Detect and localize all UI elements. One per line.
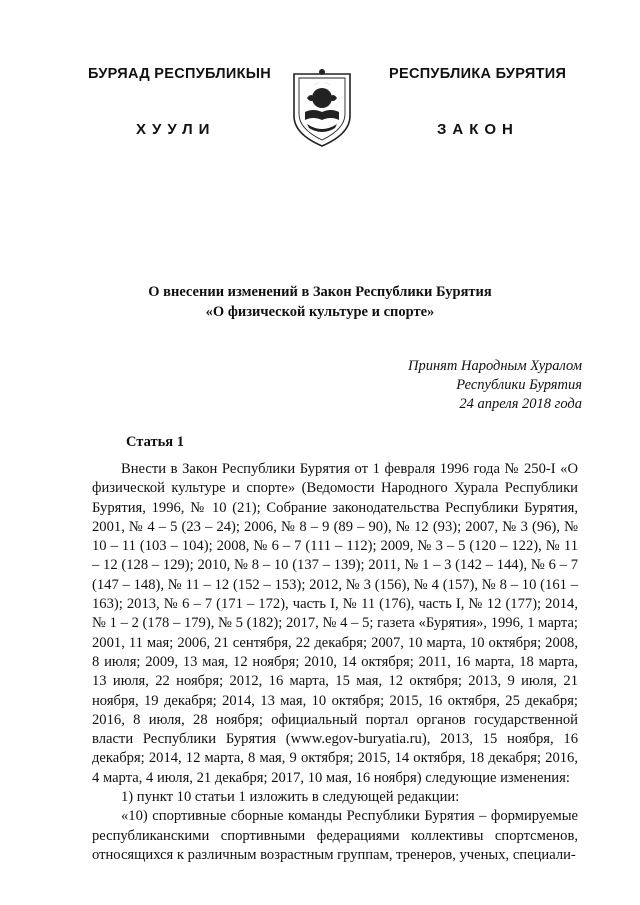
header-right-line2: ЗАКОН: [437, 121, 519, 138]
header-left-line2: ХУУЛИ: [136, 121, 216, 138]
adopted-line1: Принят Народным Хуралом: [407, 358, 582, 374]
adopted-date: 24 апреля 2018 года: [459, 396, 582, 412]
law-title-line2: «О физической культуре и спорте»: [205, 304, 435, 320]
article-paragraph: 1) пункт 10 статьи 1 изложить в следующей редакции:: [121, 789, 460, 806]
article-paragraph: Внести в Закон Республики Бурятия от 1 февраля 1996 года № 250-I «О физической культуре и спорте» (Ведомости Народного Хурала Республики Бурятия, 1996, № 10 (21); Собрание законодательства Республики Бурятия, 2001, № 4 – 5 (23 – 24); 2006, № 8 – 9 (89 – 90), № 12 (93); 2007, № 3 (96), № 10 – 11 (103 – 104); 2008, № 6 – 7 (111 – 112); 2009, № 3 – 5 (120 – 122), № 11 – 12 (128 – 129); 2010, № 8 – 10 (137 – 139); 2011, № 1 – 3 (142 – 144), № 6 – 7 (147 – 148), № 11 – 12 (152 – 153); 2012, № 3 (156), № 4 (157), № 8 – 10 (161 – 163); 2013, № 6 – 7 (171 – 172), часть I, № 11 (176), часть I, № 12 (177); 2014, № 1 – 2 (178 – 179), № 5 (182); 2017, № 4 – 5; газета «Бурятия», 1996, 1 марта; 2001, 11 мая; 2006, 21 сентября, 22 декабря; 2007, 10 марта, 10 октября; 2008, 8 июля; 2009, 13 мая, 12 ноября; 2010, 14 октября; 2011, 16 марта, 18 марта, 13 июля, 22 ноября; 2012, 16 марта, 15 мая, 12 октября; 2013, 9 июля, 21 ноября, 19 декабря; 2014, 13 мая, 10 октября; 2015, 16 октября, 25 декабря; 2016, 8 июля, 28 ноября; официальный портал органов государственной власти Республики Бурятия (www.egov-buryatia.ru), 2013, 15 ноября, 16 декабря; 2014, 12 марта, 8 мая, 9 октября; 2015, 14 октября, 18 декабря; 2016, 4 марта, 4 июля, 21 декабря; 2017, 10 мая, 16 ноября) следующие изменения:: [92, 461, 578, 786]
coat-of-arms-icon: [291, 64, 353, 148]
law-title-line1: О внесении изменений в Закон Республики Бурятия: [148, 284, 492, 300]
article-heading: Статья 1: [126, 434, 184, 450]
article-body: [92, 460, 578, 865]
header-left-line1: БУРЯАД РЕСПУБЛИКЫН: [88, 66, 272, 82]
header-right-line1: РЕСПУБЛИКА БУРЯТИЯ: [389, 66, 567, 82]
adopted-line2: Республики Бурятия: [456, 377, 582, 393]
article-paragraph: «10) спортивные сборные команды Республики Бурятия – формируемые республиканскими спортивными федерациями коллективы спортсменов, относящихся к различным возрастным группам, тренеров, ученых, специали-: [92, 808, 578, 863]
